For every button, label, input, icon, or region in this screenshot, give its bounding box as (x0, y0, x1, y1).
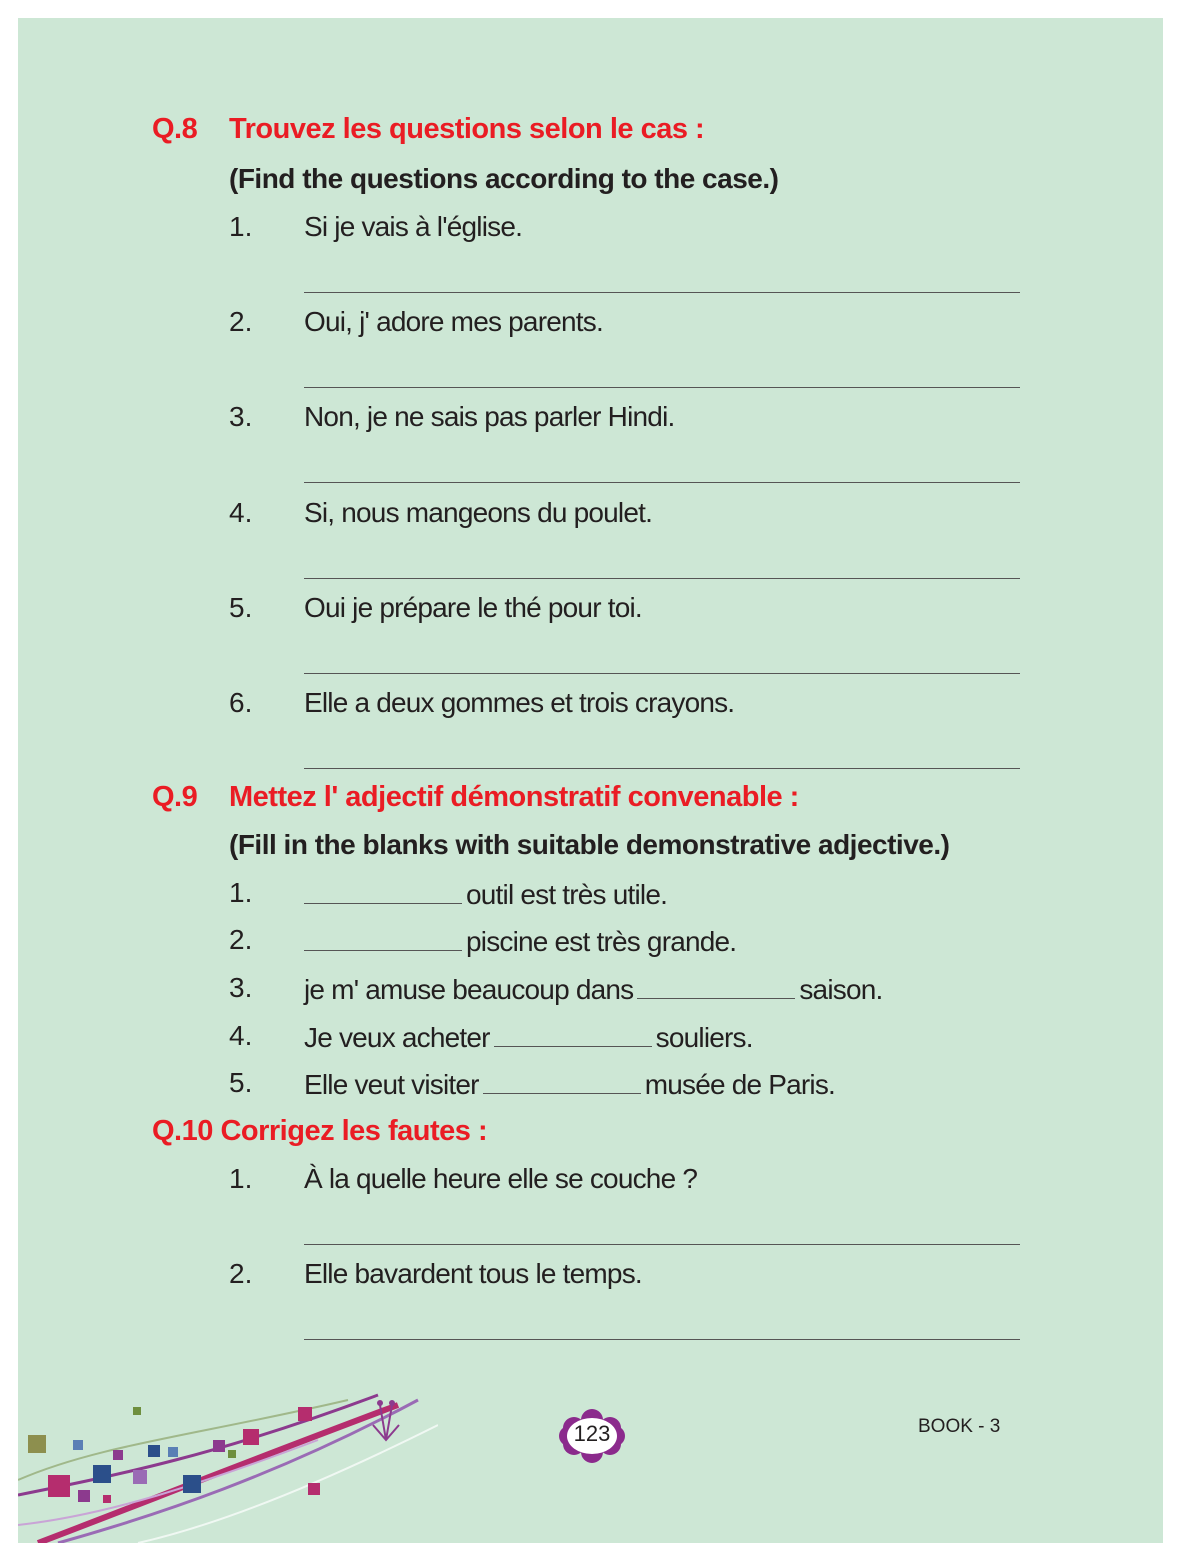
q9-item-5-number: 5. (229, 1067, 253, 1098)
q10-heading (152, 1115, 487, 1148)
q8-item-2-text: Oui, j' adore mes parents. (304, 306, 603, 337)
q9-item-2-number: 2. (229, 924, 253, 955)
q8-item-3-answer-line[interactable] (304, 482, 1020, 483)
q8-item-1-answer-line[interactable] (304, 292, 1020, 293)
q8-item-4-number: 4. (229, 497, 253, 528)
q10-title: Corrigez les fautes : (220, 1115, 488, 1147)
q10-item-1-text: À la quelle heure elle se couche ? (304, 1163, 698, 1194)
q9-item-4-number: 4. (229, 1020, 253, 1051)
q9-item-4-blank[interactable] (494, 1020, 652, 1047)
q9-item-4 (304, 1020, 753, 1054)
q9-title: Mettez l' adjectif démonstratif convenable : (229, 781, 799, 813)
q8-item-3-number: 3. (229, 401, 253, 432)
q10-number: Q.10 (152, 1115, 213, 1147)
q9-item-3-blank[interactable] (637, 972, 795, 999)
q8-item-5-text: Oui je prépare le thé pour toi. (304, 592, 642, 623)
q10-item-2-number: 2. (229, 1258, 253, 1289)
q9-item-3-after: saison. (799, 974, 883, 1005)
q8-item-3-text: Non, je ne sais pas parler Hindi. (304, 401, 675, 432)
q9-item-3-number: 3. (229, 972, 253, 1003)
q8-item-4-text: Si, nous mangeons du poulet. (304, 497, 653, 528)
q9-item-2-after: piscine est très grande. (466, 926, 737, 957)
q8-item-4-answer-line[interactable] (304, 578, 1020, 579)
q9-item-3 (304, 972, 882, 1006)
page-number-badge (557, 1408, 627, 1464)
q10-item-1-number: 1. (229, 1163, 253, 1194)
q10-item-2-text: Elle bavardent tous le temps. (304, 1258, 642, 1289)
q9-item-5 (304, 1067, 835, 1101)
q8-item-6-text: Elle a deux gommes et trois crayons. (304, 687, 735, 718)
q9-item-2 (304, 924, 736, 958)
q8-item-2-answer-line[interactable] (304, 387, 1020, 388)
q9-item-1-number: 1. (229, 877, 253, 908)
q9-item-5-blank[interactable] (483, 1067, 641, 1094)
q9-item-5-before: Elle veut visiter (304, 1069, 479, 1100)
q8-item-6-answer-line[interactable] (304, 768, 1020, 769)
q10-item-1-answer-line[interactable] (304, 1244, 1020, 1245)
q9-item-1 (304, 877, 667, 911)
book-label: BOOK - 3 (918, 1416, 1001, 1437)
q9-item-1-after: outil est très utile. (466, 879, 668, 910)
q8-item-1-text: Si je vais à l'église. (304, 211, 523, 242)
q9-item-5-after: musée de Paris. (644, 1069, 836, 1100)
q9-item-4-after: souliers. (655, 1022, 753, 1053)
q8-item-1-number: 1. (229, 211, 253, 242)
q10-item-2-answer-line[interactable] (304, 1339, 1020, 1340)
q8-subtitle: (Find the questions according to the case.) (229, 163, 779, 194)
q8-number: Q.8 (152, 113, 198, 145)
q9-item-2-blank[interactable] (304, 924, 462, 951)
q8-item-2-number: 2. (229, 306, 253, 337)
q9-item-4-before: Je veux acheter (304, 1022, 490, 1053)
q8-item-5-answer-line[interactable] (304, 673, 1020, 674)
q8-item-5-number: 5. (229, 592, 253, 623)
decorative-swoosh-art (18, 1385, 438, 1543)
q8-item-6-number: 6. (229, 687, 253, 718)
q9-number: Q.9 (152, 781, 198, 813)
q9-item-3-before: je m' amuse beaucoup dans (304, 974, 634, 1005)
q9-subtitle: (Fill in the blanks with suitable demonstrative adjective.) (229, 829, 950, 860)
q9-item-1-blank[interactable] (304, 877, 462, 904)
q8-title: Trouvez les questions selon le cas : (229, 113, 705, 145)
page-number: 123 (573, 1421, 611, 1446)
